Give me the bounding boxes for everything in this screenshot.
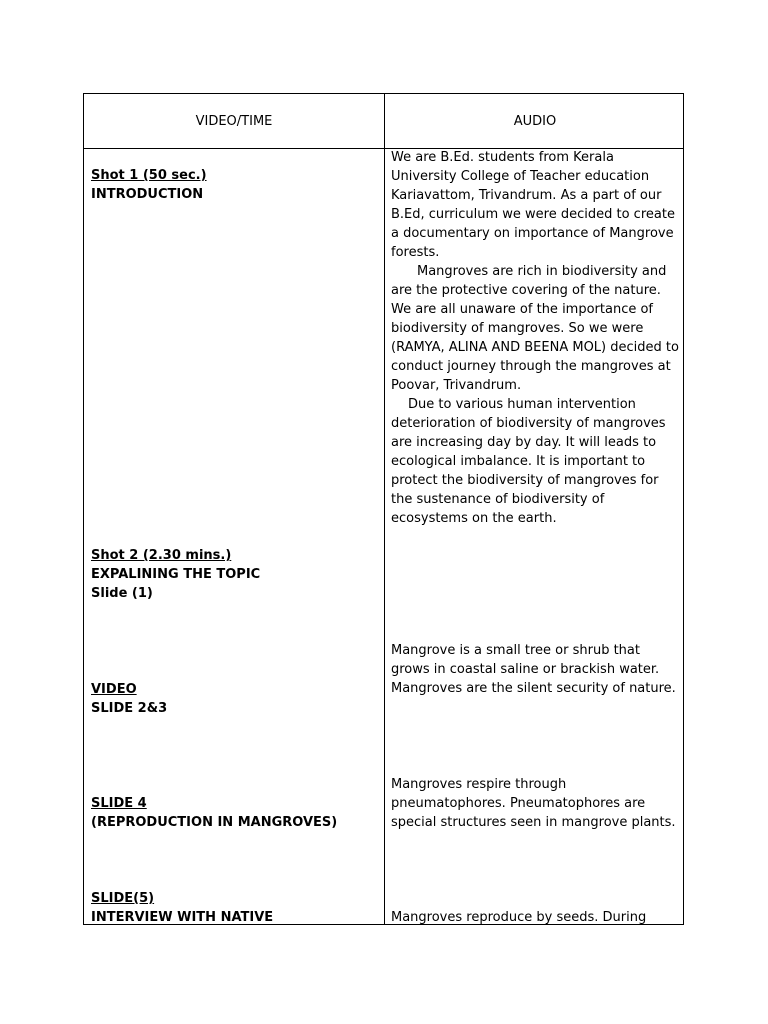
video-line: SLIDE 2&3 — [91, 701, 168, 716]
slide-5-cell — [91, 889, 381, 927]
video-cell — [91, 680, 381, 718]
video-title: VIDEO — [91, 682, 137, 697]
audio-reproduction-paragraph: Mangroves reproduce by seeds. During — [391, 910, 647, 925]
audio-respiration-block — [391, 775, 679, 832]
audio-respiration-paragraph: Mangroves respire through pneumatophores. Pneumatophores are special structures seen in mangrove plants. — [391, 777, 676, 830]
shot-1-cell — [91, 166, 381, 204]
shot-2-title: Shot 2 (2.30 mins.) — [91, 548, 232, 563]
audio-definition-paragraph: Mangrove is a small tree or shrub that grows in coastal saline or brackish water. Mangroves are the silent security of nature. — [391, 643, 676, 696]
shot-2-line-2: Slide (1) — [91, 586, 153, 601]
column-divider — [384, 94, 385, 924]
slide-4-line: (REPRODUCTION IN MANGROVES) — [91, 815, 338, 830]
shot-2-cell — [91, 546, 381, 603]
audio-definition-block — [391, 641, 679, 698]
slide-4-cell — [91, 794, 381, 832]
script-table — [83, 93, 684, 925]
audio-intro-paragraph-1: We are B.Ed. students from Kerala University College of Teacher education Kariavattom, Trivandrum. As a part of our B.Ed, curriculum we were decided to create a documentary on importance of Mangrove forests. — [391, 150, 675, 260]
audio-header: AUDIO — [513, 113, 557, 129]
shot-1-title: Shot 1 (50 sec.) — [91, 168, 207, 183]
audio-intro-paragraph-3: Due to various human intervention deterioration of biodiversity of mangroves are increasing day by day. It will leads to ecological imbalance. It is important to protect the biodiversity of mangroves for the sustenance of biodiversity of ecosystems on the earth. — [391, 397, 666, 526]
slide-5-line: INTERVIEW WITH NATIVE — [91, 910, 274, 925]
audio-intro-paragraph-2: Mangroves are rich in biodiversity and are the protective covering of the nature. We are all unaware of the importance of biodiversity of mangroves. So we were (RAMYA, ALINA AND BEENA MOL) decided to conduct journey through the mangroves at Poovar, Trivandrum. — [391, 264, 679, 393]
slide-5-title: SLIDE(5) — [91, 891, 155, 906]
audio-intro-block — [391, 148, 679, 528]
audio-reproduction-block — [391, 908, 679, 927]
shot-2-line-1: EXPALINING THE TOPIC — [91, 567, 261, 582]
video-time-header: VIDEO/TIME — [195, 113, 273, 129]
shot-1-line: INTRODUCTION — [91, 187, 204, 202]
slide-4-title: SLIDE 4 — [91, 796, 147, 811]
